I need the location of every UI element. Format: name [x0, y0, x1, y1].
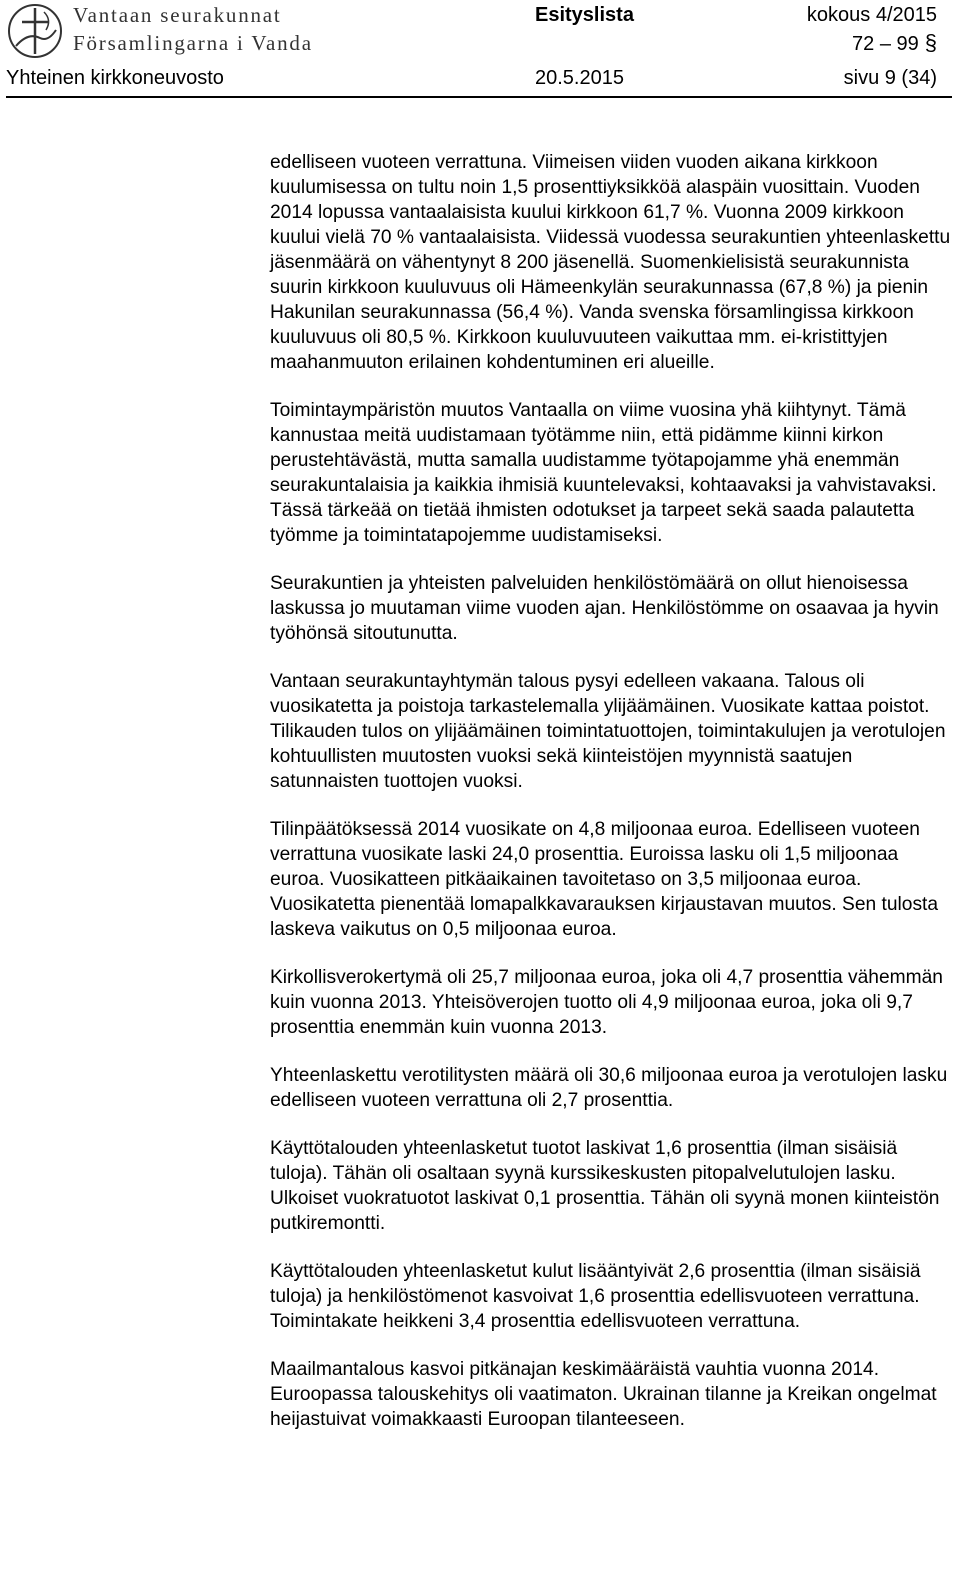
paragraph: edelliseen vuoteen verrattuna. Viimeisen viiden vuoden aikana kirkkoon kuulumisessa on tultu noin 1,5 prosenttiyksikköä alaspäin vuosittain. Vuoden 2014 lopussa vantaalaisista kuului kirkkoon 61,7 %. Vuonna 2009 kirkkoon kuului vielä 70 % vantaalaisista. Viidessä vuodessa seurakuntien yhteenlaskettu jäsenmäärä on vähentynyt 8 200 jäsenellä. Suomenkielisistä seurakunnista suurin kirkkoon kuuluvuus oli Hämeenkylän seurakunnassa (67,8 %) ja pienin Hakunilan seurakunnassa (56,4 %). Vanda svenska församlingissa kirkkoon kuuluvuus oli 80,5 %. Kirkkoon kuuluvuuteen vaikuttaa mm. ei-kristittyjen maahanmuuton erilainen kohdentuminen eri alueille.: [270, 152, 951, 373]
page-number: sivu 9 (34): [843, 67, 937, 89]
document-type: Esityslista: [535, 4, 634, 26]
organization-unit: Yhteinen kirkkoneuvosto: [6, 67, 224, 89]
paragraph: Käyttötalouden yhteenlasketut tuotot laskivat 1,6 prosenttia (ilman sisäisiä tuloja). Tähän oli osaltaan syynä kurssikeskusten pitopalvelutulojen lasku. Ulkoiset vuokratuotot laskivat 0,1 prosenttia. Tähän oli syynä monen kiinteistön putkiremontti.: [270, 1138, 940, 1234]
meeting-date: 20.5.2015: [535, 67, 624, 89]
meeting-number: kokous 4/2015: [806, 4, 937, 26]
paragraph: Toimintaympäristön muutos Vantaalla on viime vuosina yhä kiihtynyt. Tämä kannustaa meitä uudistamaan työtämme niin, että pidämme kiinni kirkon perustehtävästä, mutta samalla uudistamme työtapojamme yhä enemmän seurakuntalaisia ja kaikkia ihmisiä kuuntelevaksi, kohtaavaksi ja vahvistavaksi. Tässä tärkeää on tietää ihmisten odotukset ja tarpeet sekä saada palautetta työmme ja toimintatapojemme uudistamiseksi.: [270, 400, 937, 546]
paragraph: Yhteenlaskettu verotilitysten määrä oli 30,6 miljoonaa euroa ja verotulojen lasku edelliseen vuoteen verrattuna oli 2,7 prosenttia.: [270, 1065, 948, 1111]
section-numbers: [852, 30, 937, 56]
header-divider: [6, 96, 952, 98]
section-range: 72 – 99: [852, 33, 919, 55]
organization-name-swedish: Församlingarna i Vanda: [73, 31, 313, 55]
paragraph: Seurakuntien ja yhteisten palveluiden henkilöstömäärä on ollut hienoisessa laskussa jo muutaman viime vuoden ajan. Henkilöstömme on osaavaa ja hyvin työhönsä sitoutunutta.: [270, 573, 939, 644]
paragraph: Maailmantalous kasvoi pitkänajan keskimääräistä vauhtia vuonna 2014. Euroopassa talouskehitys oli vaatimaton. Ukrainan tilanne ja Kreikan ongelmat heijastuivat voimakkaasti Euroopan tilanteeseen.: [270, 1359, 937, 1430]
paragraph: Tilinpäätöksessä 2014 vuosikate on 4,8 miljoonaa euroa. Edelliseen vuoteen verrattuna vuosikate laski 24,0 prosenttia. Euroissa lasku oli 1,5 miljoonaa euroa. Vuosikatteen pitkäaikainen tavoitetaso on 3,5 miljoonaa euroa. Vuosikatetta pienentää lomapalkkavarauksen kirjaustavan muutos. Sen tulosta laskeva vaikutus on 0,5 miljoonaa euroa.: [270, 819, 939, 940]
document-body: [270, 150, 954, 1455]
paragraph: Käyttötalouden yhteenlasketut kulut lisääntyivät 2,6 prosenttia (ilman sisäisiä tuloja) ja henkilöstömenot kasvoivat 1,6 prosenttia edellisvuoteen verrattuna. Toimintakate heikkeni 3,4 prosenttia edellisvuoteen verrattuna.: [270, 1261, 921, 1332]
organization-name-finnish: Vantaan seurakunnat: [73, 3, 282, 27]
page-header: [0, 0, 960, 100]
paragraph: Kirkollisverokertymä oli 25,7 miljoonaa euroa, joka oli 4,7 prosenttia vähemmän kuin vuonna 2013. Yhteisöverojen tuotto oli 4,9 miljoonaa euroa, joka oli 9,7 prosenttia enemmän kuin vuonna 2013.: [270, 967, 943, 1038]
section-sign: §: [924, 30, 937, 55]
paragraph: Vantaan seurakuntayhtymän talous pysyi edelleen vakaana. Talous oli vuosikatetta ja poistoja tarkastelemalla ylijäämäinen. Vuosikate kattaa poistot. Tilikauden tulos on ylijäämäinen toimintatuottojen, toimintakulujen ja verotulojen kohtuullisten muutosten vuoksi sekä kiinteistöjen myynnistä saatujen satunnaisten tuottojen vuoksi.: [270, 671, 946, 792]
church-logo-icon: [6, 2, 64, 60]
